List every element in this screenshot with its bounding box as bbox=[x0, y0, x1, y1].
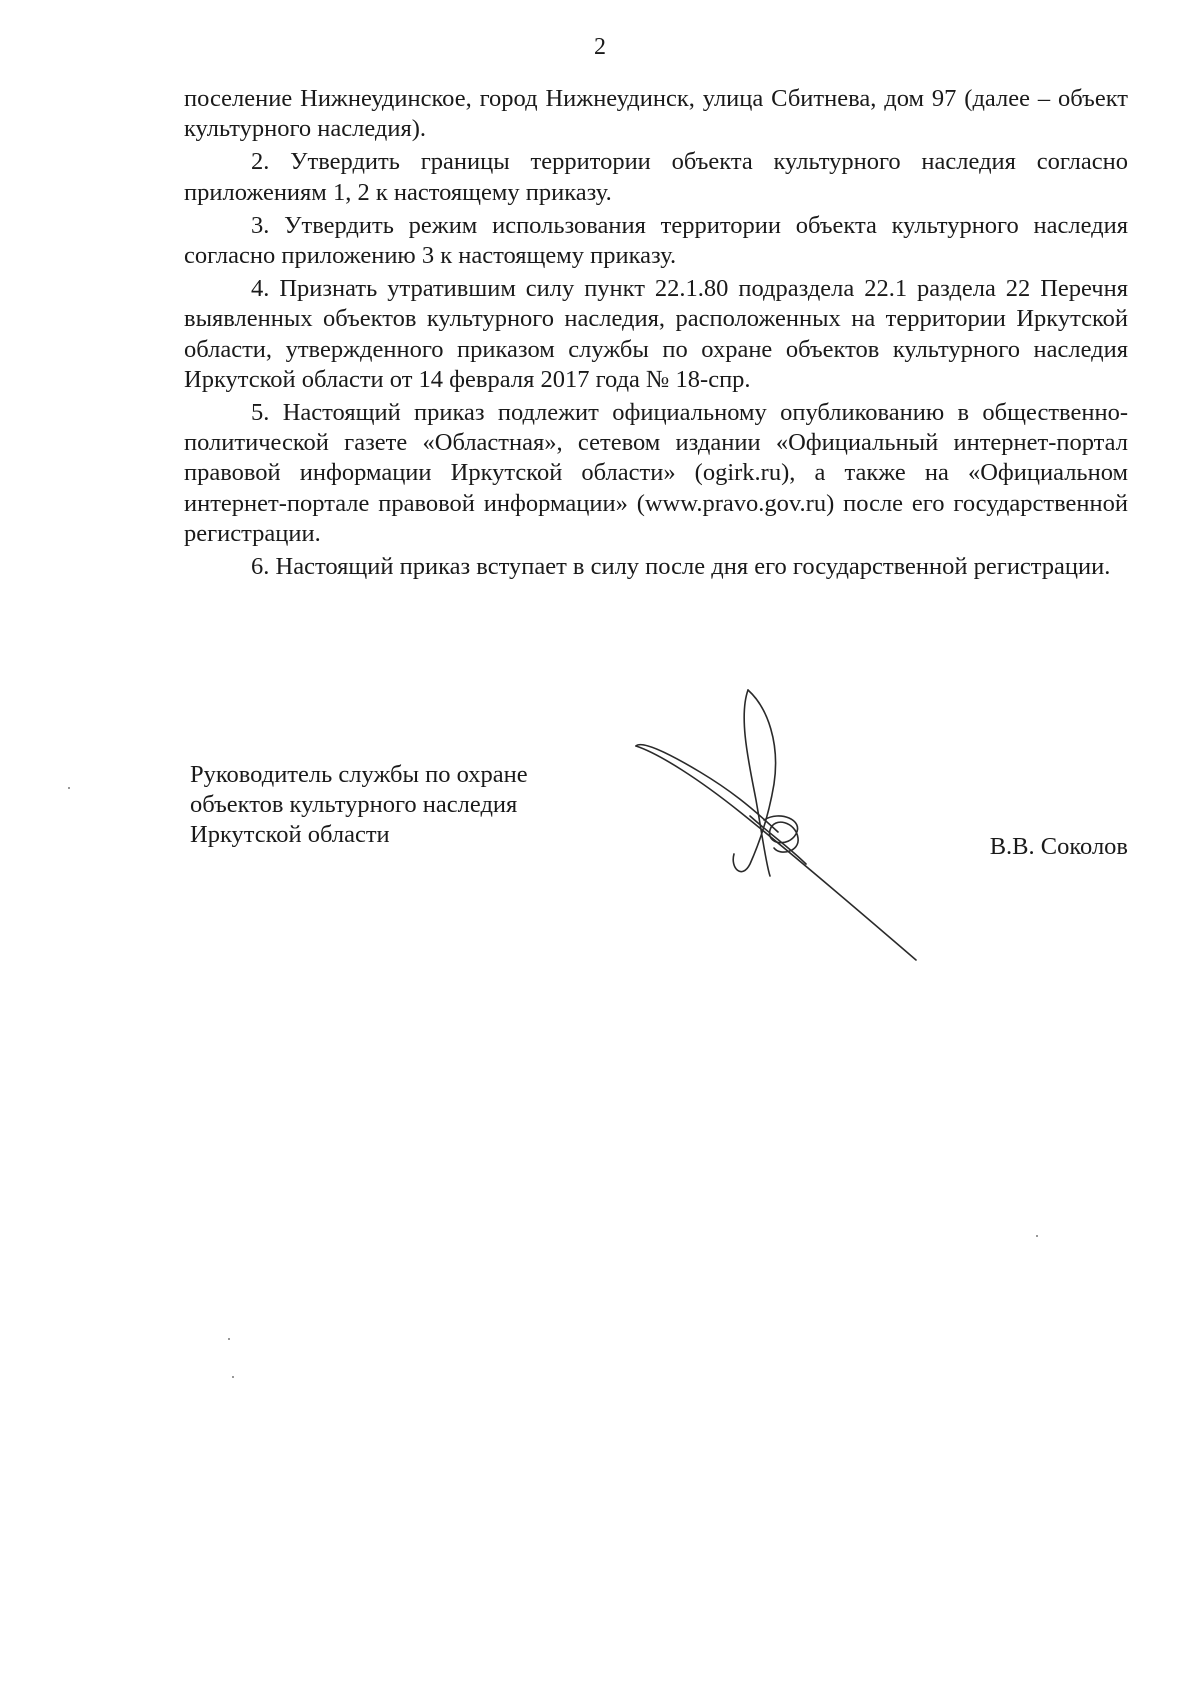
paragraph-item-4: 4. Признать утратившим силу пункт 22.1.80 подраздела 22.1 раздела 22 Перечня выявленных объектов культурного наследия, расположенных на территории Иркутской области, утвержденного приказом службы по охране объектов культурного наследия Иркутской области от 14 февраля 2017 года № 18-спр. bbox=[184, 275, 1128, 393]
signatory-position-line: Руководитель службы по охране bbox=[190, 761, 528, 788]
paragraph-item-3: 3. Утвердить режим использования территории объекта культурного наследия согласно приложению 3 к настоящему приказу. bbox=[184, 211, 1128, 270]
page-number: 2 bbox=[594, 34, 606, 60]
scan-speck bbox=[228, 1338, 230, 1340]
paragraph-item-2: 2. Утвердить границы территории объекта культурного наследия согласно приложениям 1, 2 к настоящему приказу. bbox=[184, 148, 1128, 206]
handwritten-signature bbox=[630, 688, 930, 968]
signatory-position-line: объектов культурного наследия bbox=[190, 791, 518, 818]
signatory-position bbox=[190, 760, 610, 850]
signatory-name: В.В. Соколов bbox=[989, 833, 1128, 860]
paragraph-continuation: поселение Нижнеудинское, город Нижнеудинск, улица Сбитнева, дом 97 (далее – объект культурного наследия). bbox=[184, 85, 1128, 143]
document-body bbox=[184, 84, 1128, 585]
signatory-position-line: Иркутской области bbox=[190, 821, 390, 848]
scan-speck bbox=[232, 1376, 234, 1378]
scan-speck bbox=[68, 787, 70, 789]
paragraph-item-5: 5. Настоящий приказ подлежит официальному опубликованию в общественно-политической газете «Областная», сетевом издании «Официальный интернет-портал правовой информации Иркутской области» (ogirk.ru), а также на «Официальном интернет-портале правовой информации» (www.pravo.gov.ru) после его государственной регистрации. bbox=[184, 399, 1128, 547]
scan-speck bbox=[1036, 1235, 1038, 1237]
paragraph-item-6: 6. Настоящий приказ вступает в силу после дня его государственной регистрации. bbox=[251, 553, 1111, 581]
